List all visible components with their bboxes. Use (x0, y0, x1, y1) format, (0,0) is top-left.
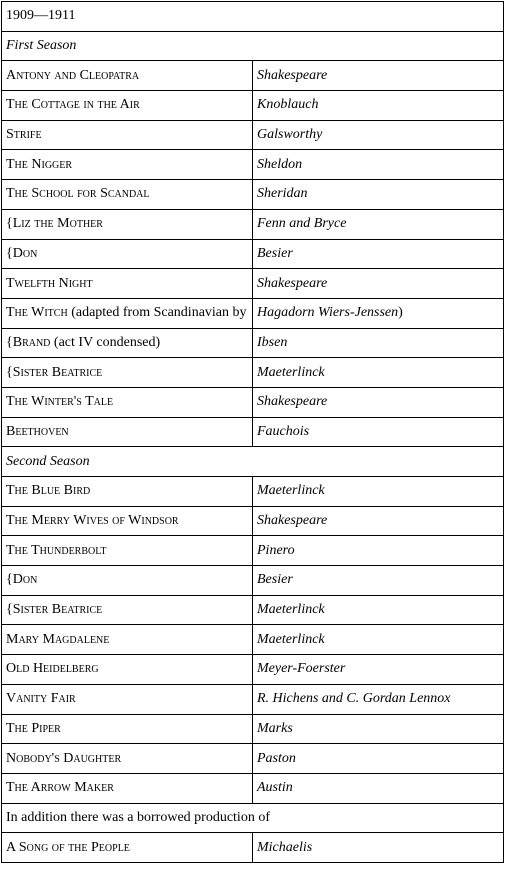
play-title-cell (2, 655, 253, 685)
play-title: A Song of the People (6, 839, 130, 855)
author-name: Michaelis (257, 839, 313, 855)
play-title: The Cottage in the Air (6, 97, 140, 113)
author-cell (253, 180, 504, 210)
play-title: Don (12, 245, 38, 261)
play-title-cell (2, 625, 253, 655)
author-name: Maeterlinck (257, 602, 325, 618)
author-cell (253, 239, 504, 269)
play-row (2, 239, 504, 269)
play-title: The School for Scandal (6, 186, 150, 202)
addition-note-row (2, 803, 504, 833)
season-title: Second Season (2, 447, 504, 477)
play-title: Liz the Mother (12, 216, 103, 232)
play-title: The Witch (6, 305, 68, 321)
header-row (2, 2, 504, 32)
play-row (2, 684, 504, 714)
brace-mark: { (6, 216, 13, 232)
play-title-cell (2, 595, 253, 625)
borrowed-play-row (2, 833, 504, 863)
author-name: Maeterlinck (257, 364, 325, 380)
repertory-table-body (2, 2, 504, 863)
author-name: Shakespeare (257, 394, 328, 410)
author-name: Paston (257, 750, 296, 766)
play-title: The Piper (6, 720, 61, 736)
author-name: Besier (257, 245, 293, 261)
author-cell (253, 298, 504, 328)
brace-mark: { (6, 602, 13, 618)
play-row (2, 595, 504, 625)
author-name: Shakespeare (257, 513, 328, 529)
play-title-cell (2, 120, 253, 150)
season-row (2, 447, 504, 477)
play-row (2, 655, 504, 685)
play-title-cell (2, 269, 253, 299)
play-row (2, 477, 504, 507)
author-cell (253, 150, 504, 180)
author-cell (253, 417, 504, 447)
author-name: Pinero (257, 542, 295, 558)
repertory-table (1, 1, 504, 863)
author-name: Meyer-Foerster (257, 661, 346, 677)
play-title: Beethoven (6, 423, 69, 439)
author-name: R. Hichens and C. Gordan Lennox (257, 691, 451, 707)
author-name: Maeterlinck (257, 631, 325, 647)
play-title: Don (12, 572, 38, 588)
play-title: The Nigger (6, 156, 73, 172)
play-row (2, 773, 504, 803)
play-title-cell (2, 744, 253, 774)
play-title-cell (2, 328, 253, 358)
play-title: Vanity Fair (6, 691, 76, 707)
play-row (2, 714, 504, 744)
play-title-cell (2, 714, 253, 744)
play-title-cell (2, 566, 253, 596)
author-name: Ibsen (257, 334, 288, 350)
play-row (2, 298, 504, 328)
author-name: Fauchois (257, 423, 310, 439)
author-cell (253, 566, 504, 596)
author-name: Besier (257, 572, 293, 588)
play-title: The Arrow Maker (6, 780, 114, 796)
play-row (2, 536, 504, 566)
author-cell (253, 209, 504, 239)
play-title: Mary Magdalene (6, 631, 110, 647)
author-cell (253, 358, 504, 388)
play-title-cell (2, 358, 253, 388)
play-title-cell (2, 506, 253, 536)
season-row (2, 31, 504, 61)
author-name: Fenn and Bryce (257, 216, 347, 232)
play-row (2, 625, 504, 655)
play-title: The Blue Bird (6, 483, 91, 499)
play-row (2, 209, 504, 239)
play-row (2, 358, 504, 388)
play-title-cell (2, 833, 253, 863)
play-title-cell (2, 180, 253, 210)
header-cell: 1909—1911 (2, 2, 504, 32)
author-cell (253, 536, 504, 566)
play-title: The Merry Wives of Windsor (6, 513, 179, 529)
play-title: Antony and Cleopatra (6, 67, 140, 83)
author-name: Sheldon (257, 156, 303, 172)
play-title: Strife (6, 127, 42, 143)
play-row (2, 328, 504, 358)
play-title-cell (2, 536, 253, 566)
play-row (2, 91, 504, 121)
author-cell (253, 120, 504, 150)
author-cell (253, 91, 504, 121)
author-cell (253, 61, 504, 91)
author-name: Shakespeare (257, 67, 328, 83)
play-note: (adapted from Scandinavian by (67, 305, 247, 321)
play-title: Old Heidelberg (6, 661, 99, 677)
play-title-cell (2, 61, 253, 91)
brace-mark: { (6, 245, 13, 261)
author-cell (253, 684, 504, 714)
play-title: Nobody's Daughter (6, 750, 122, 766)
play-title: Sister Beatrice (12, 602, 103, 618)
play-title: Sister Beatrice (12, 364, 103, 380)
play-row (2, 150, 504, 180)
author-cell (253, 714, 504, 744)
play-note: (act IV condensed) (50, 334, 161, 350)
play-title-cell (2, 298, 253, 328)
author-cell (253, 506, 504, 536)
play-row (2, 180, 504, 210)
play-title-cell (2, 417, 253, 447)
author-name: Austin (257, 780, 293, 796)
play-row (2, 120, 504, 150)
author-cell (253, 655, 504, 685)
author-cell (253, 833, 504, 863)
author-name: Knoblauch (257, 97, 319, 113)
author-cell (253, 625, 504, 655)
author-suffix: ) (398, 305, 403, 321)
play-title: Brand (12, 334, 51, 350)
play-row (2, 61, 504, 91)
play-title: Twelfth Night (6, 275, 93, 291)
author-name: Galsworthy (257, 127, 323, 143)
play-title-cell (2, 91, 253, 121)
author-cell (253, 477, 504, 507)
season-title: First Season (2, 31, 504, 61)
play-row (2, 269, 504, 299)
author-name: Hagadorn Wiers-Jenssen (257, 305, 399, 321)
brace-mark: { (6, 334, 13, 350)
play-row (2, 566, 504, 596)
author-cell (253, 387, 504, 417)
author-cell (253, 269, 504, 299)
author-name: Shakespeare (257, 275, 328, 291)
author-cell (253, 328, 504, 358)
play-title: The Winter's Tale (6, 394, 114, 410)
author-cell (253, 773, 504, 803)
play-title-cell (2, 477, 253, 507)
author-cell (253, 744, 504, 774)
author-cell (253, 595, 504, 625)
addition-note: In addition there was a borrowed production of (2, 803, 504, 833)
play-row (2, 506, 504, 536)
play-title-cell (2, 239, 253, 269)
play-row (2, 387, 504, 417)
play-title-cell (2, 773, 253, 803)
author-name: Maeterlinck (257, 483, 325, 499)
play-title: The Thunderbolt (6, 542, 107, 558)
brace-mark: { (6, 364, 13, 380)
author-name: Marks (257, 720, 293, 736)
play-title-cell (2, 150, 253, 180)
play-row (2, 417, 504, 447)
play-title-cell (2, 684, 253, 714)
author-name: Sheridan (257, 186, 308, 202)
play-title-cell (2, 209, 253, 239)
play-title-cell (2, 387, 253, 417)
play-row (2, 744, 504, 774)
brace-mark: { (6, 572, 13, 588)
